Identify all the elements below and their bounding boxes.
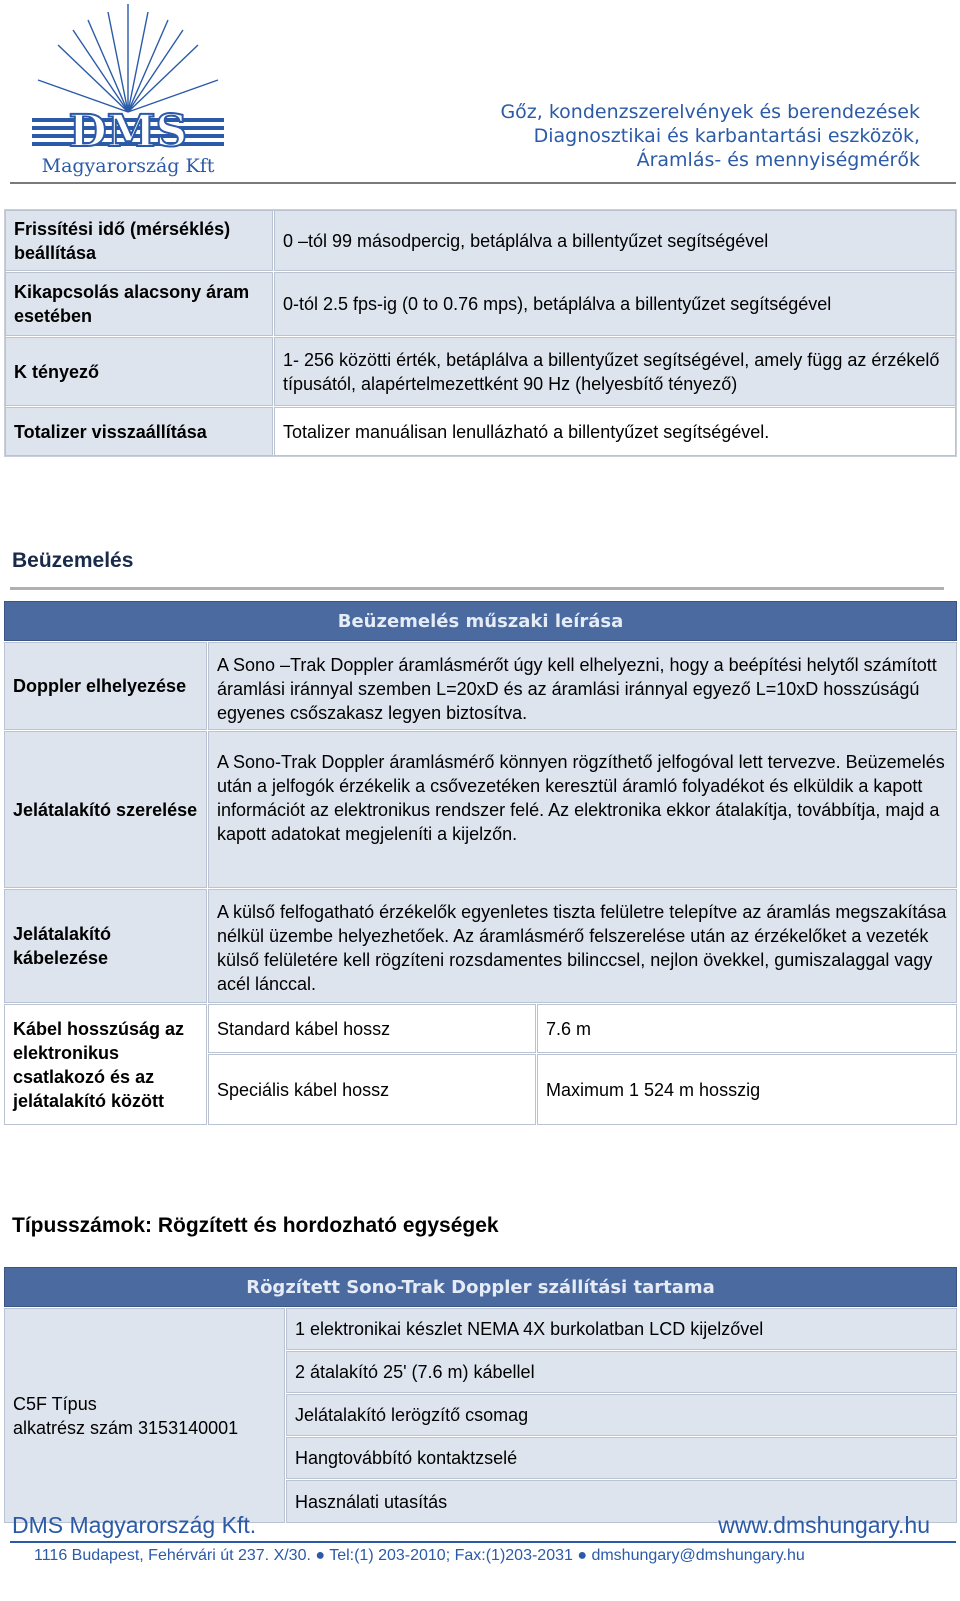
beuzemeles-row-text: A Sono-Trak Doppler áramlásmérő könnyen rögzíthető jelfogóval lett tervezve. Beüzemelés után a jelfogók érzékelik a csővezetéken keresztül áramló folyadékot és elküldik a kapott információt az elektronikus rendszer felé. Az elektronika ekkor átalakítja, továbbítja, majd a kapott adatokat megjeleníti a kijelzőn. [208, 731, 957, 888]
settings-label: Frissítési idő (mérséklés) beállítása [5, 210, 273, 271]
section-divider [10, 587, 944, 590]
cable-length-label: Kábel hosszúság az elektronikus csatlakozó és az jelátalakító között [4, 1004, 207, 1125]
footer-website[interactable]: www.dmshungary.hu [718, 1512, 930, 1538]
section-title-tipusszamok: Típusszámok: Rögzített és hordozható egységek [12, 1214, 499, 1237]
delivery-item: 1 elektronikai készlet NEMA 4X burkolatban LCD kijelzővel [286, 1308, 957, 1350]
cable-row-value: Maximum 1 524 m hosszig [537, 1054, 957, 1125]
tipusszamok-banner: Rögzített Sono-Trak Doppler szállítási tartama [4, 1267, 957, 1307]
settings-value: 1- 256 közötti érték, betáplálva a billentyűzet segítségével, amely függ az érzékelő típusától, alapértelmezettként 90 Hz (helyesbítő tényező) [274, 337, 956, 406]
delivery-item: Hangtovábbító kontaktzselé [286, 1437, 957, 1479]
beuzemeles-row-label: Jelátalakító szerelése [4, 731, 207, 888]
settings-label: K tényező [5, 337, 273, 406]
beuzemeles-row-text: A külső felfogatható érzékelők egyenletes tiszta felületre telepítve az áramlás megszakítása nélkül üzembe helyezhetőek. Az áramlásmérő felszerelése után az érzékelőket a vezeték külső felületére kell rögzíteni rozsdamentes bilinccsel, nejlon övekkel, gumiszalaggal vagy acél lánccal. [208, 889, 957, 1003]
header-line-3: Áramlás- és mennyiségmérők [636, 149, 920, 171]
settings-value: Totalizer manuálisan lenullázható a billentyűzet segítségével. [274, 407, 956, 456]
footer-divider [10, 1541, 956, 1543]
header-line-1: Gőz, kondenzszerelvények és berendezések [500, 101, 920, 123]
footer-company: DMS Magyarország Kft. [12, 1512, 257, 1538]
beuzemeles-row-label: Doppler elhelyezése [4, 642, 207, 730]
beuzemeles-row-text: A Sono –Trak Doppler áramlásmérőt úgy kell elhelyezni, hogy a beépítési helytől számított áramlási iránnyal szemben L=20xD és az áramlási iránnyal egyező L=10xD hosszúságú egyenes csőszakasz legyen biztosítva. [208, 642, 957, 730]
section-title-beuzemeles: Beüzemelés [12, 549, 134, 572]
header-divider [10, 182, 956, 184]
beuzemeles-banner: Beüzemelés műszaki leírása [4, 601, 957, 641]
delivery-item: Használati utasítás [286, 1480, 957, 1523]
delivery-item: Jelátalakító lerögzítő csomag [286, 1394, 957, 1436]
part-number: alkatrész szám 3153140001 [13, 1417, 239, 1438]
cable-row-value: 7.6 m [537, 1004, 957, 1053]
settings-value: 0 –tól 99 másodpercig, betáplálva a billentyűzet segítségével [274, 210, 956, 271]
cable-row-name: Speciális kábel hossz [208, 1054, 536, 1125]
settings-label: Kikapcsolás alacsony áram esetében [5, 272, 273, 336]
type-label: C5F Típus [13, 1393, 97, 1414]
logo-subtitle: Magyarország Kft [41, 155, 215, 177]
beuzemeles-row-label: Jelátalakító kábelezése [4, 889, 207, 1003]
dms-logo [28, 0, 228, 182]
settings-label: Totalizer visszaállítása [5, 407, 273, 456]
header-tagline [500, 100, 920, 172]
delivery-item: 2 átalakító 25' (7.6 m) kábellel [286, 1351, 957, 1393]
logo-text: DMS [68, 106, 188, 157]
header-line-2: Diagnosztikai és karbantartási eszközök, [533, 125, 920, 147]
settings-value: 0-tól 2.5 fps-ig (0 to 0.76 mps), betáplálva a billentyűzet segítségével [274, 272, 956, 336]
footer-address: 1116 Budapest, Fehérvári út 237. X/30. ● Tel:(1) 203-2010; Fax:(1)203-2031 ● dmshungary@dmshungary.hu [34, 1547, 805, 1564]
type-cell [4, 1308, 285, 1523]
cable-row-name: Standard kábel hossz [208, 1004, 536, 1053]
